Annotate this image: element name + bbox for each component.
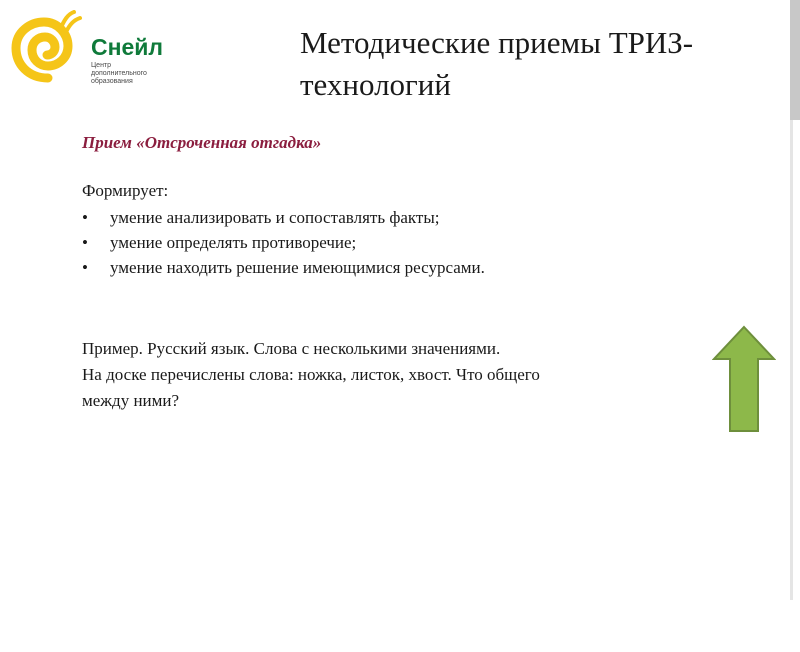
bullet-dot-icon: • [82, 208, 88, 227]
list-item-text: умение определять противоречие; [110, 233, 357, 252]
list-item [82, 255, 702, 280]
snail-spiral-logo-icon [8, 10, 88, 85]
list-item [82, 205, 702, 230]
side-bar-accent [790, 0, 800, 120]
example-line: между ними? [82, 391, 180, 410]
example-text [82, 336, 702, 414]
example-line: На доске перечислены слова: ножка, листок, хвост. Что общего [82, 365, 540, 384]
slide-content [82, 133, 702, 414]
bullet-list [82, 205, 702, 280]
logo-subtitle: Центр дополнительного образования [91, 62, 147, 85]
logo [8, 10, 168, 85]
lead-text: Формирует: [82, 181, 169, 200]
list-item-text: умение находить решение имеющимися ресурсами. [110, 258, 485, 277]
page-number: 14 [746, 611, 787, 652]
slide-title: Методические приемы ТРИЗ-технологий [300, 25, 694, 102]
list-item [82, 230, 702, 255]
logo-name: Снейл [91, 34, 164, 60]
technique-name: Прием «Отсроченная отгадка» [82, 133, 322, 152]
slide-side-bar [790, 0, 800, 600]
list-item-text: умение анализировать и сопоставлять факты; [110, 208, 440, 227]
example-line: Пример. Русский язык. Слова с несколькими значениями. [82, 339, 501, 358]
bullet-dot-icon: • [82, 233, 88, 252]
up-arrow-icon[interactable] [712, 325, 776, 433]
bullet-dot-icon: • [82, 258, 88, 277]
